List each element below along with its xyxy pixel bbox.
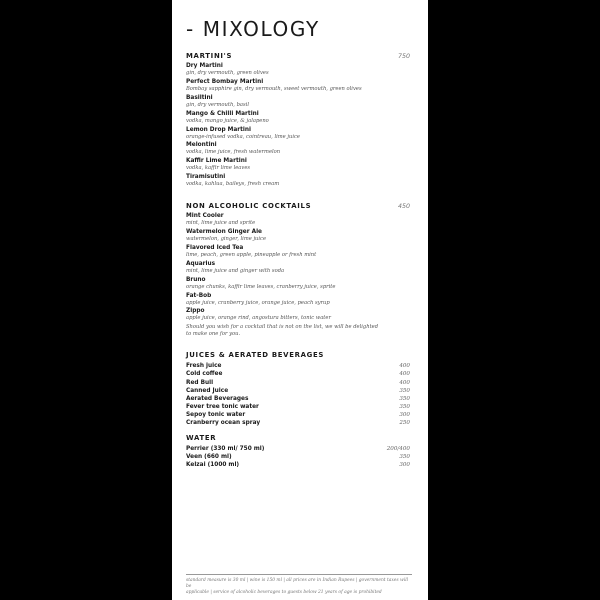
- section-header-water: [186, 434, 410, 442]
- item-description: apple juice, orange rind, angostura bitters, tonic water: [186, 315, 331, 322]
- beverage-row: [186, 419, 410, 427]
- beverage-name: Veen (660 ml): [186, 454, 232, 461]
- item-name: Perfect Bombay Martini: [186, 78, 264, 85]
- menu-page: [172, 0, 428, 600]
- item-description: vodka, mango juice, & jalapeno: [186, 117, 269, 124]
- water-list: [186, 445, 410, 469]
- menu-item: [186, 95, 410, 109]
- footer-line: applicable | service of alcoholic beverages to guests below 21 years of age is prohibited: [186, 590, 382, 595]
- section-title: JUICES & AERATED BEVERAGES: [186, 351, 325, 360]
- section-price: 450: [397, 203, 410, 211]
- item-name: Aquarius: [186, 260, 216, 267]
- item-description: Bombay sapphire gin, dry vermouth, sweet vermouth, green olives: [186, 85, 362, 92]
- section-price: 750: [397, 53, 410, 60]
- beverage-price: 350: [399, 403, 410, 410]
- item-description: lime, peach, green apple, pineapple or fresh mint: [186, 251, 317, 258]
- beverage-row: [186, 370, 410, 378]
- beverage-name: Red Bull: [186, 379, 214, 386]
- item-description: orange-infused vodka, cointreau, lime juice: [186, 133, 300, 140]
- beverage-price: 400: [399, 363, 410, 370]
- beverage-name: Cold coffee: [186, 371, 223, 378]
- beverage-name: Sepoy tonic water: [186, 411, 246, 418]
- item-description: vodka, kaffir lime leaves: [186, 165, 251, 172]
- item-description: apple juice, cranberry juice, orange juice, peach syrup: [186, 299, 330, 306]
- page-title: - MIXOLOGY: [186, 17, 320, 41]
- beverage-name: Fever tree tonic water: [186, 403, 259, 410]
- beverage-price: 350: [399, 387, 410, 394]
- menu-item: [186, 79, 410, 93]
- menu-item: [186, 245, 410, 259]
- menu-item: [186, 142, 410, 156]
- item-name: Bruno: [186, 276, 206, 283]
- item-description: orange chunks, kaffir lime leaves, cranberry juice, sprite: [186, 283, 336, 290]
- section-header-non-alcoholic: [186, 202, 410, 210]
- beverage-name: Canned Juice: [186, 387, 229, 394]
- beverage-row: [186, 461, 410, 469]
- beverage-row: [186, 362, 410, 370]
- beverage-name: Kelzai (1000 ml): [186, 462, 240, 469]
- item-name: Watermelon Ginger Ale: [186, 229, 262, 236]
- non-alcoholic-list: [186, 213, 410, 338]
- footer-disclaimer: [186, 574, 412, 596]
- beverage-row: [186, 411, 410, 419]
- section-header-juices: [186, 351, 410, 359]
- beverage-price: 300: [399, 411, 410, 418]
- juices-list: [186, 362, 410, 427]
- item-name: Melontini: [186, 142, 217, 149]
- section-title: WATER: [186, 434, 217, 443]
- section-title: NON ALCOHOLIC COCKTAILS: [186, 202, 312, 211]
- item-name: Mint Cooler: [186, 213, 224, 220]
- item-name: Kaffir Lime Martini: [186, 158, 247, 165]
- item-description: mint, lime juice and sprite: [186, 220, 256, 227]
- note-line: Should you wish for a cocktail that is not on the list, we will be delighted: [186, 324, 379, 331]
- menu-item: [186, 174, 410, 188]
- menu-item: [186, 308, 410, 322]
- menu-content: [186, 52, 410, 469]
- section-header-martinis: [186, 52, 410, 60]
- beverage-row: [186, 453, 410, 461]
- beverage-name: Cranberry ocean spray: [186, 420, 261, 427]
- footer-line: standard measure is 30 ml | wine is 150 ml | all prices are in Indian Rupees | government taxes will be: [186, 578, 409, 589]
- beverage-row: [186, 395, 410, 403]
- menu-item: [186, 111, 410, 125]
- section-title: MARTINI'S: [186, 52, 233, 60]
- menu-item: [186, 213, 410, 227]
- beverage-row: [186, 379, 410, 387]
- beverage-row: [186, 445, 410, 453]
- beverage-price: 350: [399, 454, 410, 461]
- beverage-name: Perrier (330 ml/ 750 ml): [186, 446, 265, 453]
- menu-item: [186, 261, 410, 275]
- menu-item: [186, 127, 410, 141]
- item-name: Flavored Iced Tea: [186, 244, 244, 251]
- item-name: Fat-Bob: [186, 292, 212, 299]
- menu-item: [186, 158, 410, 172]
- beverage-row: [186, 387, 410, 395]
- menu-item: [186, 277, 410, 291]
- custom-cocktail-note: [186, 324, 410, 338]
- menu-item: [186, 229, 410, 243]
- item-description: vodka, lime juice, fresh watermelon: [186, 149, 281, 156]
- beverage-price: 350: [399, 395, 410, 402]
- beverage-price: 200/400: [386, 446, 410, 453]
- item-name: Basiltini: [186, 94, 213, 101]
- item-description: watermelon, ginger, lime juice: [186, 236, 267, 243]
- menu-item: [186, 293, 410, 307]
- item-description: gin, dry vermouth, green olives: [186, 70, 269, 76]
- item-description: mint, lime juice and ginger with soda: [186, 267, 285, 274]
- beverage-name: Fresh juice: [186, 363, 222, 370]
- note-line: to make one for you.: [186, 331, 241, 338]
- beverage-price: 400: [399, 379, 410, 386]
- martini-list: [186, 63, 410, 188]
- item-name: Mango & Chilli Martini: [186, 110, 259, 117]
- beverage-row: [186, 403, 410, 411]
- item-description: vodka, kahlua, baileys, fresh cream: [186, 181, 280, 188]
- menu-item: [186, 63, 410, 77]
- beverage-price: 400: [399, 371, 410, 378]
- item-name: Tiramisutini: [186, 174, 226, 181]
- beverage-name: Aerated Beverages: [186, 395, 249, 402]
- beverage-price: 300: [399, 462, 410, 469]
- item-name: Lemon Drop Martini: [186, 126, 252, 133]
- item-description: gin, dry vermouth, basil: [186, 101, 249, 108]
- item-name: Zippo: [186, 308, 205, 315]
- item-name: Dry Martini: [186, 63, 223, 69]
- beverage-price: 250: [399, 420, 410, 427]
